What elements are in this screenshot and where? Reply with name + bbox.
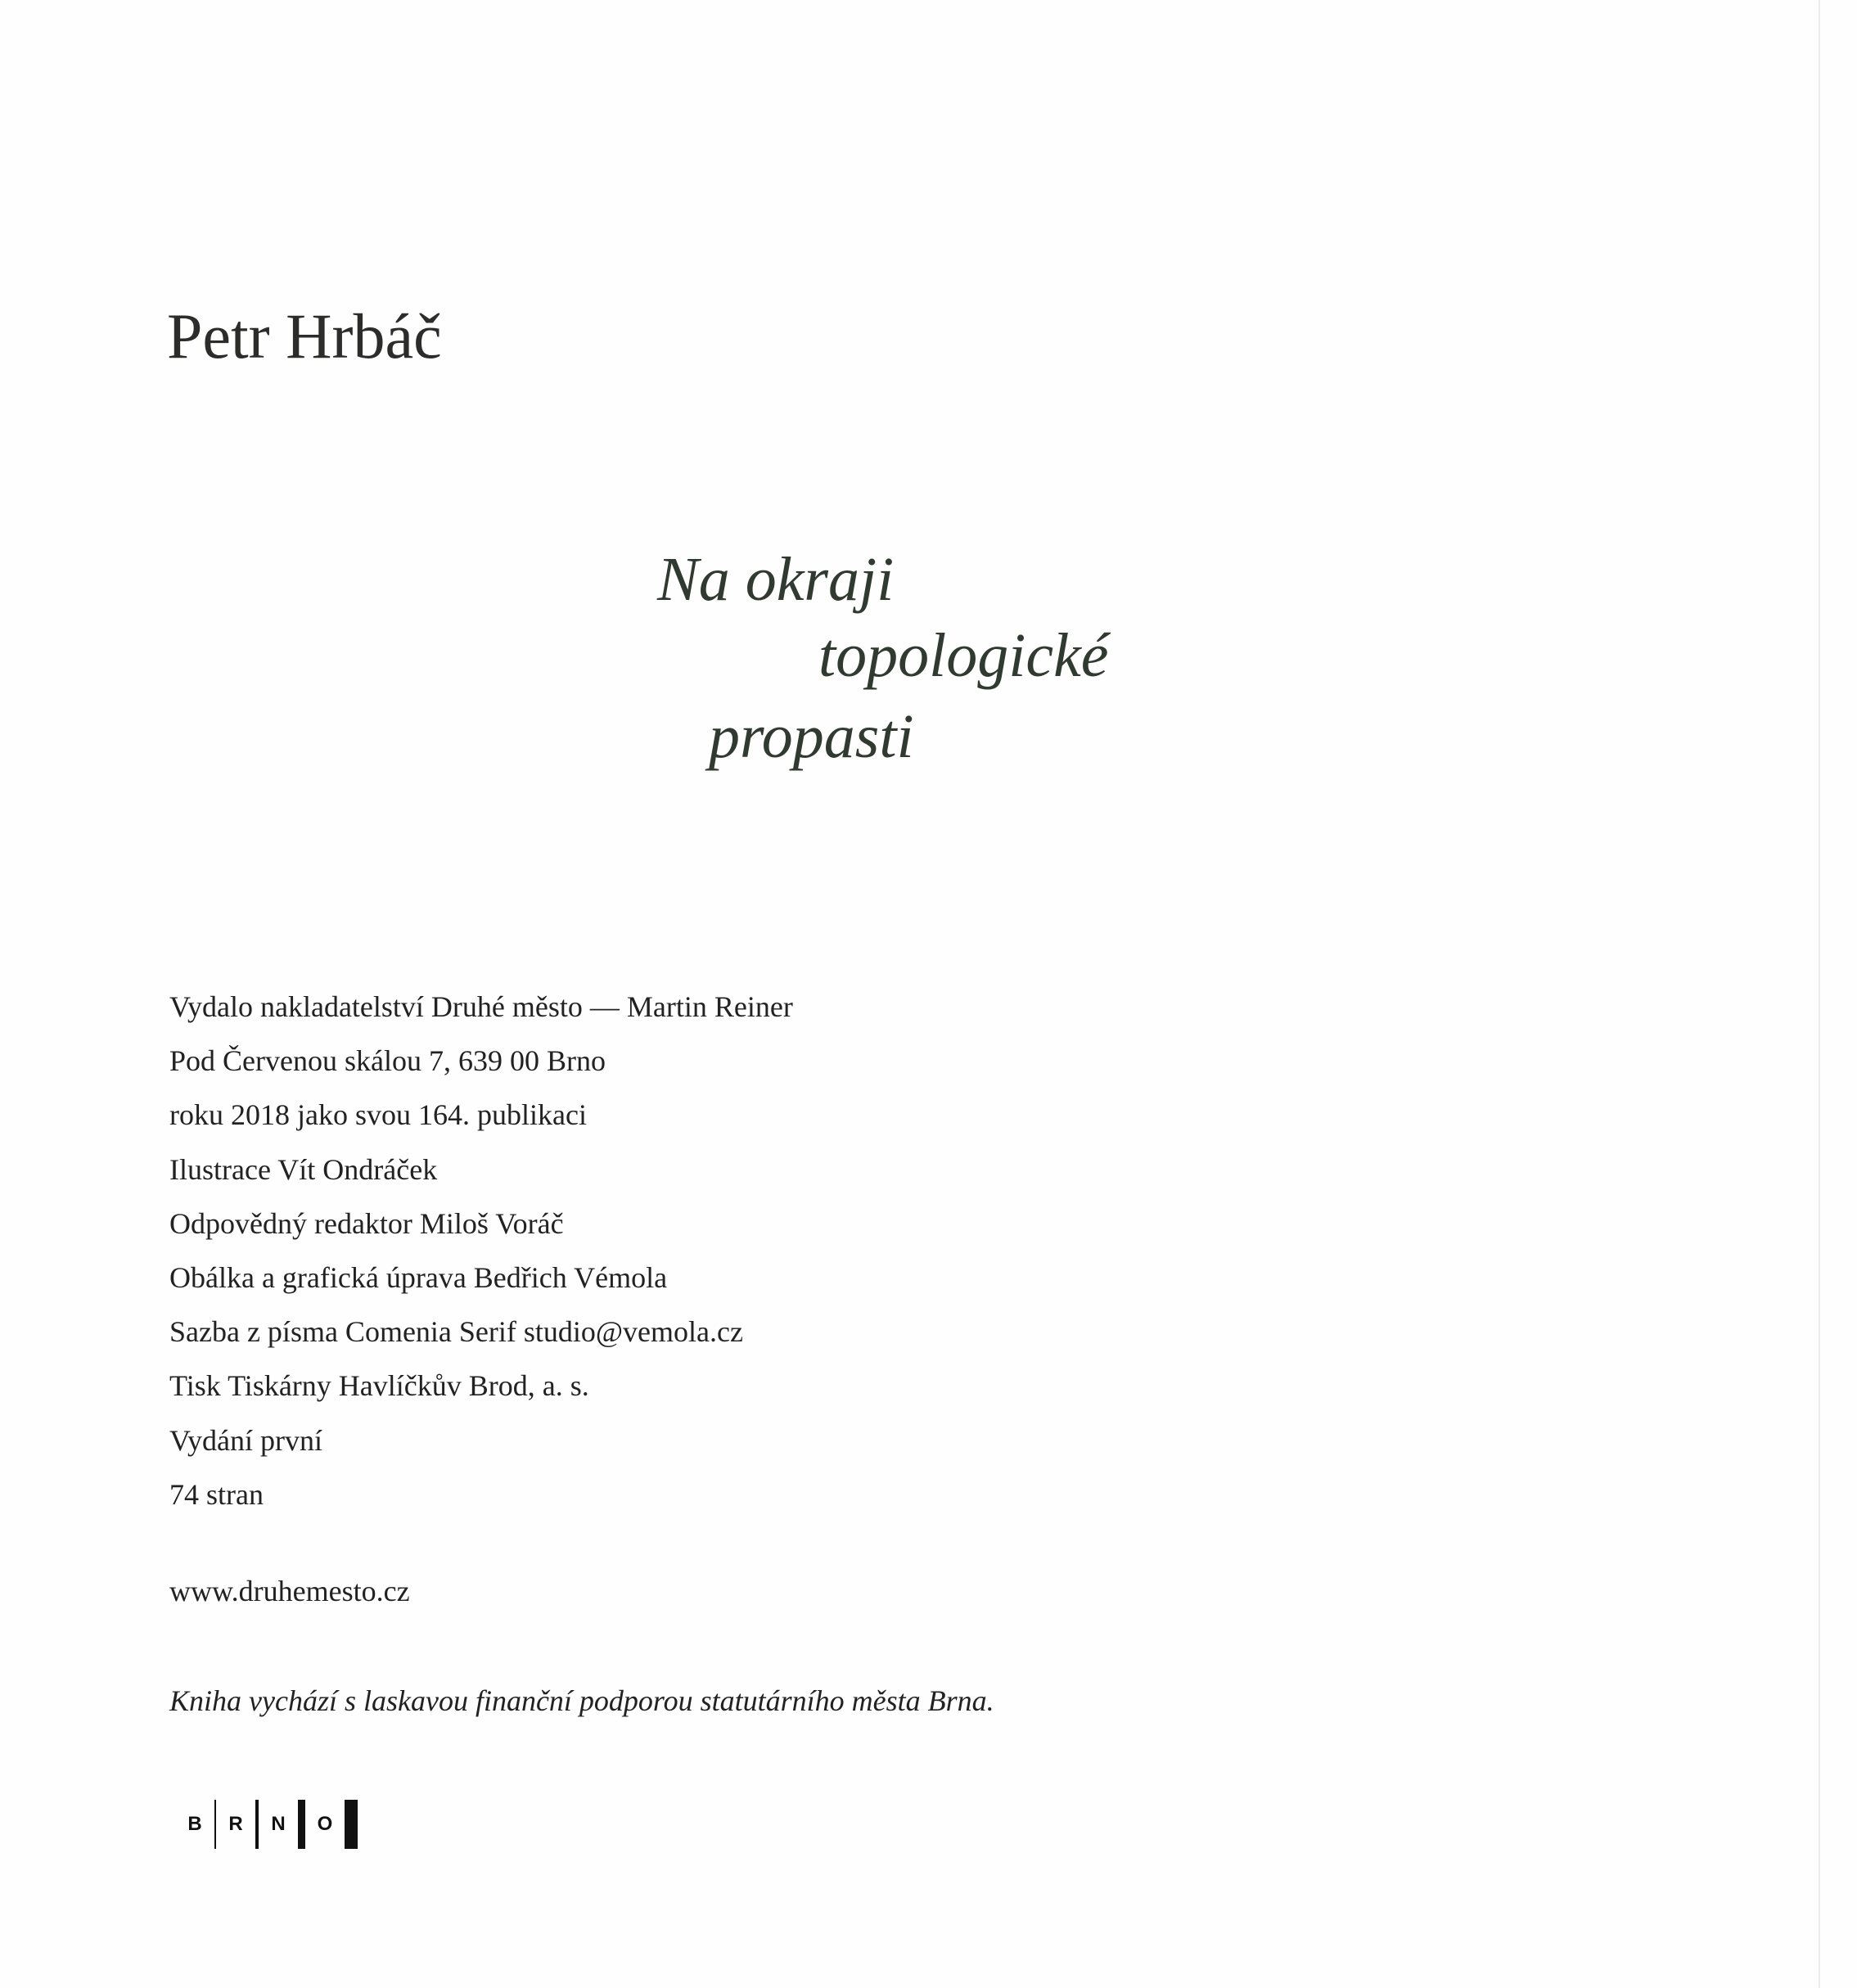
imprint-pages: 74 stran xyxy=(169,1477,264,1511)
imprint-printer: Tisk Tiskárny Havlíčkův Brod, a. s. xyxy=(169,1369,589,1403)
imprint-list xyxy=(169,980,793,1521)
title-line-1: Na okraji xyxy=(657,545,895,614)
publisher-website: www.druhemesto.cz xyxy=(169,1575,410,1607)
logo-bar xyxy=(214,1800,216,1849)
brno-logo xyxy=(187,1799,358,1850)
imprint-edition: Vydání první xyxy=(169,1423,322,1457)
logo-letter-r: R xyxy=(228,1813,243,1835)
title-line-2: topologické xyxy=(818,621,1109,690)
title-line-3: propasti xyxy=(709,702,914,771)
author-name: Petr Hrbáč xyxy=(167,300,442,372)
page-edge xyxy=(1819,0,1820,1988)
imprint-address: Pod Červenou skálou 7, 639 00 Brno xyxy=(169,1044,606,1078)
imprint-design: Obálka a grafická úprava Bedřich Vémola xyxy=(169,1260,668,1294)
imprint-editor: Odpovědný redaktor Miloš Voráč xyxy=(169,1206,564,1240)
logo-letter-n: N xyxy=(271,1813,286,1835)
logo-letter-b: B xyxy=(187,1813,202,1835)
logo-bar xyxy=(298,1800,305,1849)
imprint-year: roku 2018 jako svou 164. publikaci xyxy=(169,1098,587,1132)
logo-bar xyxy=(345,1800,358,1849)
support-note: Kniha vychází s laskavou finanční podporou statutárního města Brna. xyxy=(169,1684,994,1717)
logo-letter-o: O xyxy=(317,1813,333,1835)
imprint-publisher: Vydalo nakladatelství Druhé město — Martin Reiner xyxy=(169,990,793,1023)
imprint-typesetting: Sazba z písma Comenia Serif studio@vemola.cz xyxy=(169,1315,743,1349)
logo-bar xyxy=(255,1800,259,1849)
imprint-illustrator: Ilustrace Vít Ondráček xyxy=(169,1152,438,1186)
